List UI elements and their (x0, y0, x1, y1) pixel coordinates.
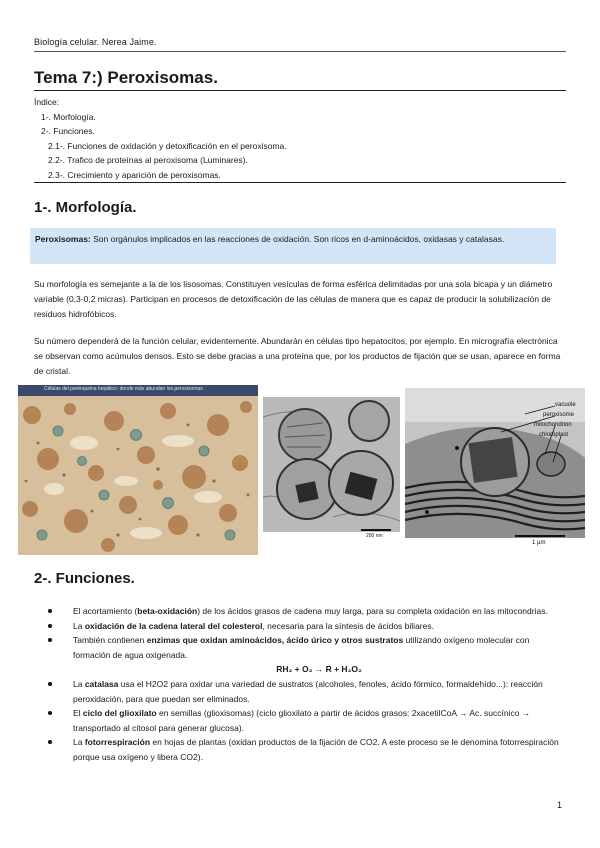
bullet-icon (48, 638, 52, 642)
scale-bar-200nm: 200 nm (366, 533, 383, 539)
label-mitochondrion: mitochondrion (534, 422, 572, 428)
peroxisome-electron-micrograph (263, 397, 400, 543)
bullet-icon (48, 624, 52, 628)
toc-item: 2.2-. Trafico de proteínas al peroxisoma (Luminares). (48, 155, 248, 166)
figure-caption-liver: Células del parénquima hepático: donde más abundan los peroxisomas (44, 386, 203, 392)
paragraph-morfologia-2: Su número dependerá de la función celular, evidentemente. Abundarán en células tipo hepatocitos, por ejemplo. En micrografía electrónica se observan como acúmulos densos. Esto se debe gracias a una proteína que, por los productos de fijación que se usan, aparece en forma de cristal. (34, 336, 561, 376)
label-vacuole: vacuole (555, 402, 576, 408)
list-item: La fotorrespiración en hojas de plantas (oxidan productos de la fijación de CO2. A este proceso se le denomina fotorrespiración porque usa oxígeno y libera CO2). (60, 735, 565, 764)
bullet-icon (48, 609, 52, 613)
toc-item: 2-. Funciones. (41, 126, 95, 137)
paragraph-morfologia-1: Su morfología es semejante a la de los lisosomas. Constituyen vesículas de forma esférica delimitadas por una sola bicapa y un diámetro variable (0,3-0,2 micras). Participan en procesos de detoxificación de las células de manera que es capaz de producir la solubilización de residuos hidrofóbicos. (34, 279, 553, 319)
list-item: El acortamiento (beta-oxidación) de los ácidos grasos de cadena muy larga, para su completa oxidación en las mitocondrias. (60, 604, 565, 619)
list-item: La catalasa usa el H2O2 para oxidar una variedad de sustratos (alcoholes, fenoles, ácido fórmico, formaldehído...): reacción peroxidación, para que puedan ser eliminados. (60, 677, 565, 706)
page-title: Tema 7:) Peroxisomas. (34, 68, 566, 91)
bullet-icon (48, 711, 52, 715)
liver-micrograph-image (18, 385, 258, 555)
functions-list (60, 604, 565, 765)
section-heading-funciones: 2-. Funciones. (34, 570, 135, 587)
label-peroxisome: peroxisome (543, 412, 575, 418)
liver-cells-micrograph (18, 385, 258, 555)
plant-cell-electron-micrograph (405, 388, 585, 550)
list-item: También contienen enzimas que oxidan aminoácidos, ácido úrico y otros sustratos utilizando oxígeno molecular con formación de agua oxigenada. (60, 633, 565, 662)
list-item: La oxidación de la cadena lateral del colesterol, necesaria para la síntesis de ácidos biliares. (60, 619, 565, 634)
reaction-equation: RH₂ + O₂ → R + H₂O₂ (276, 664, 362, 675)
toc-item: 2.3-. Crecimiento y aparición de peroxisomas. (48, 169, 221, 180)
toc-heading: Índice: (34, 97, 60, 107)
bullet-icon (48, 682, 52, 686)
label-chloroplast: chloroplast (539, 432, 569, 438)
list-item: El ciclo del glioxilato en semillas (glioxisomas) (ciclo glioxilato a partir de ácidos grasos: 2xacetilCoA → Ac. succínico → transportado al citosol para generar glucosa). (60, 706, 565, 735)
callout-term: Peroxisomas: (35, 234, 91, 244)
section-heading-morfologia: 1-. Morfología. (34, 199, 137, 216)
callout-text: Son orgánulos implicados en las reacciones de oxidación. Son ricos en d-aminoácidos, oxidasas y catalasas. (90, 234, 505, 244)
definition-callout (30, 228, 556, 264)
running-head: Biología celular. Nerea Jaime. (34, 37, 566, 52)
page-number: 1 (557, 800, 563, 810)
peroxisome-em-image (263, 397, 400, 543)
bullet-icon (48, 740, 52, 744)
toc-item: 1-. Morfología. (41, 111, 96, 122)
toc-divider (34, 182, 566, 183)
toc-item: 2.1-. Funciones de oxidación y detoxificación en el peroxisoma. (48, 140, 287, 151)
table-of-contents (34, 95, 566, 183)
scale-bar-1um: 1 µm (532, 540, 546, 546)
